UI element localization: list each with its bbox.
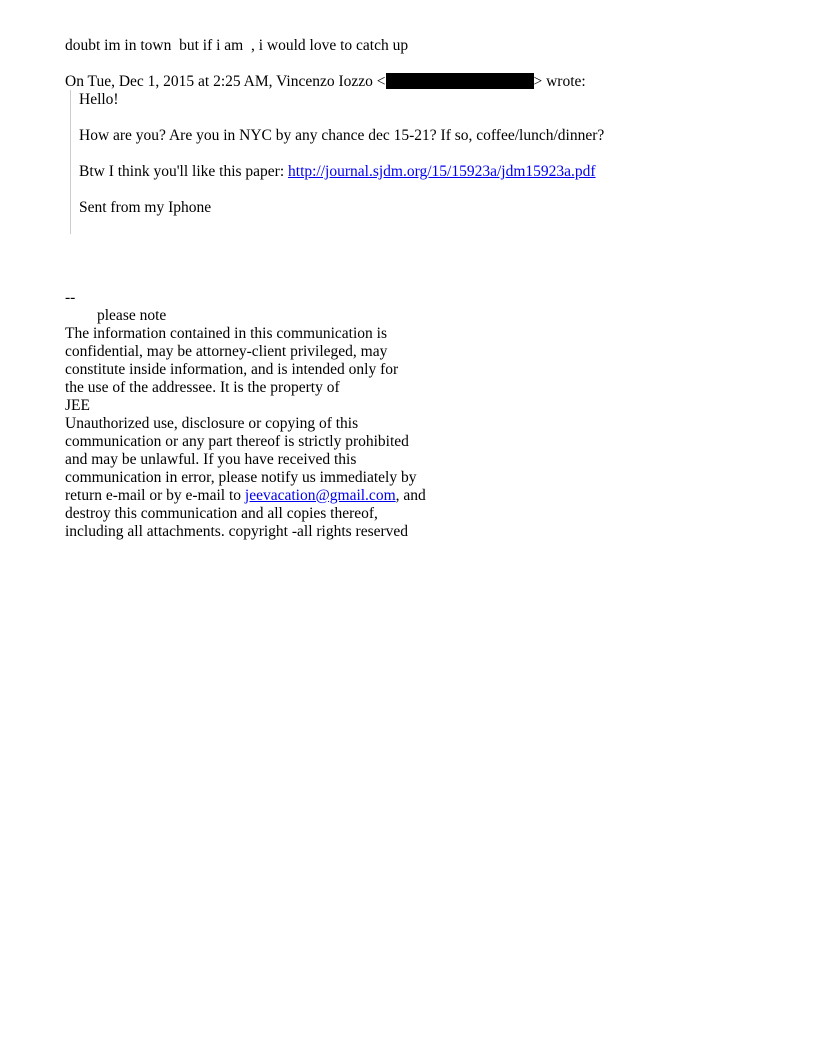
disclaimer-email-line [65, 487, 426, 505]
disclaimer-line: including all attachments. copyright -all rights reserved [65, 523, 409, 540]
redacted-email-block [386, 73, 534, 89]
disclaimer-line: confidential, may be attorney-client privileged, may [65, 343, 388, 360]
quoted-greeting: Hello! [79, 91, 119, 108]
note-heading: please note [97, 307, 167, 324]
quote-left-border [70, 90, 71, 234]
paper-link[interactable]: http://journal.sjdm.org/15/15923a/jdm15923a.pdf [288, 163, 596, 180]
reply-text: doubt im in town but if i am , i would love to catch up [65, 37, 409, 54]
quoted-paper-line [79, 163, 596, 181]
quoted-paper-prefix: Btw I think you'll like this paper: [79, 163, 289, 180]
disclaimer-line: the use of the addressee. It is the property of [65, 379, 340, 396]
quoted-signature: Sent from my Iphone [79, 199, 212, 216]
quote-header-suffix: > wrote: [533, 73, 586, 90]
email-prefix: return e-mail or by e-mail to [65, 487, 245, 504]
disclaimer-line: destroy this communication and all copies thereof, [65, 505, 378, 522]
disclaimer-line: JEE [65, 397, 90, 414]
disclaimer-line: constitute inside information, and is intended only for [65, 361, 399, 378]
signature-separator: -- [65, 289, 76, 306]
disclaimer-line: communication in error, please notify us immediately by [65, 469, 417, 486]
disclaimer-line: communication or any part thereof is strictly prohibited [65, 433, 409, 450]
disclaimer-line: Unauthorized use, disclosure or copying of this [65, 415, 359, 432]
quote-header-prefix: On Tue, Dec 1, 2015 at 2:25 AM, Vincenzo Iozzo < [65, 73, 386, 90]
disclaimer-line: The information contained in this communication is [65, 325, 387, 342]
email-link[interactable]: jeevacation@gmail.com [244, 487, 396, 504]
quoted-question: How are you? Are you in NYC by any chance dec 15-21? If so, coffee/lunch/dinner? [79, 127, 605, 144]
disclaimer-line: and may be unlawful. If you have received this [65, 451, 357, 468]
quote-header [65, 73, 586, 91]
email-suffix: , and [395, 487, 426, 504]
